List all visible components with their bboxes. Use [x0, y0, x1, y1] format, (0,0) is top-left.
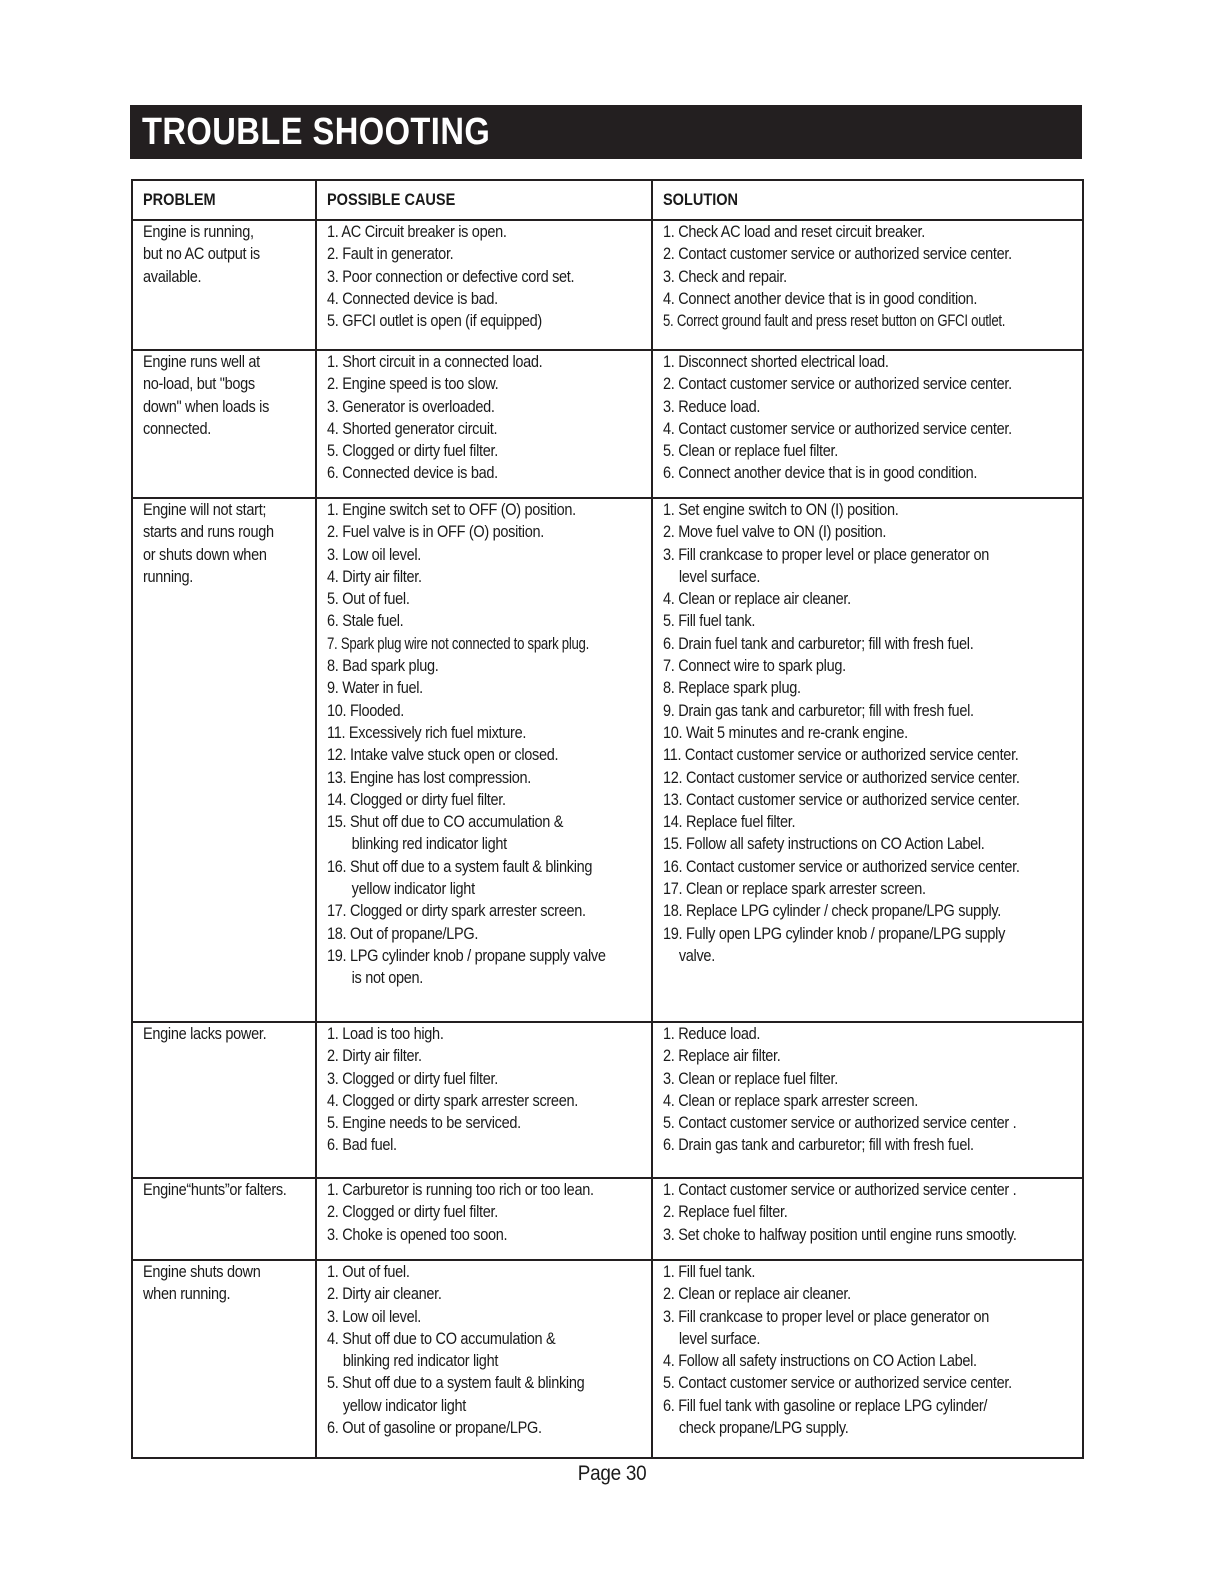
solution-item: 6. Connect another device that is in good condition. — [663, 464, 978, 483]
solution-item: 1. Contact customer service or authorized service center . — [663, 1181, 1017, 1199]
solution-item: 4. Follow all safety instructions on CO Action Label. — [663, 1352, 977, 1371]
cause-item: 14. Clogged or dirty fuel filter. — [327, 790, 506, 809]
solution-item: 18. Replace LPG cylinder / check propane/LPG supply. — [663, 902, 1002, 921]
cause-item: 17. Clogged or dirty spark arrester screen. — [327, 902, 586, 921]
cause-item: is not open. — [351, 969, 424, 988]
problem-cell — [132, 220, 316, 350]
problem-text: starts and runs rough — [143, 523, 274, 542]
problem-text: down" when loads is — [143, 397, 270, 416]
problem-cell — [132, 1022, 316, 1178]
cause-item: blinking red indicator light — [351, 835, 507, 854]
solution-item: 6. Fill fuel tank with gasoline or replace LPG cylinder/ — [663, 1396, 988, 1415]
problem-text: Engine“hunts”or falters. — [143, 1181, 287, 1199]
solution-item: 8. Replace spark plug. — [663, 679, 801, 698]
solution-item: 2. Contact customer service or authorized service center. — [663, 375, 1012, 394]
cause-item: 4. Shorted generator circuit. — [327, 419, 498, 438]
cause-item: 2. Dirty air cleaner. — [327, 1285, 442, 1304]
cause-cell — [316, 1260, 652, 1458]
cause-item: 2. Fuel valve is in OFF (O) position. — [327, 523, 544, 542]
cause-item: 4. Shut off due to CO accumulation & — [327, 1329, 556, 1348]
cause-item: 3. Generator is overloaded. — [327, 397, 495, 416]
problem-cell — [132, 1178, 316, 1260]
solution-item: 5. Clean or replace fuel filter. — [663, 442, 838, 461]
solution-item: 4. Clean or replace air cleaner. — [663, 590, 851, 609]
cause-item: 6. Out of gasoline or propane/LPG. — [327, 1419, 542, 1438]
solution-item: 19. Fully open LPG cylinder knob / propane/LPG supply — [663, 924, 1006, 943]
problem-cell — [132, 498, 316, 1022]
cause-item: 5. Engine needs to be serviced. — [327, 1114, 521, 1133]
cause-item: yellow indicator light — [342, 1396, 467, 1415]
page-number: Page 30 — [577, 1462, 647, 1485]
cause-item: 4. Connected device is bad. — [327, 289, 498, 308]
problem-text: Engine lacks power. — [143, 1025, 267, 1043]
problem-text: no-load, but "bogs — [143, 375, 255, 394]
solution-cell — [652, 1022, 1083, 1178]
table-row — [132, 1022, 1083, 1178]
table-header-row — [132, 180, 1083, 220]
solution-item: 2. Replace fuel filter. — [663, 1203, 788, 1222]
solution-item: 2. Clean or replace air cleaner. — [663, 1285, 851, 1304]
problem-text: Engine shuts down — [143, 1263, 261, 1281]
cause-item: 8. Bad spark plug. — [327, 657, 439, 676]
cause-item: 6. Stale fuel. — [327, 612, 404, 631]
header-solution: SOLUTION — [652, 180, 1083, 220]
solution-item: 15. Follow all safety instructions on CO Action Label. — [663, 835, 985, 854]
cause-item: 4. Clogged or dirty spark arrester screen. — [327, 1091, 578, 1110]
solution-cell — [652, 498, 1083, 1022]
solution-item: 2. Replace air filter. — [663, 1047, 781, 1066]
cause-item: 10. Flooded. — [327, 701, 405, 720]
problem-text: Engine is running, — [143, 223, 254, 241]
cause-item: 16. Shut off due to a system fault & blinking — [327, 857, 593, 876]
cause-item: 2. Dirty air filter. — [327, 1047, 422, 1066]
table-row — [132, 1260, 1083, 1458]
cause-item: 1. Out of fuel. — [327, 1263, 410, 1281]
solution-item: 4. Contact customer service or authorized service center. — [663, 419, 1012, 438]
cause-item: 1. Engine switch set to OFF (O) position. — [327, 501, 576, 519]
solution-item: 3. Check and repair. — [663, 267, 787, 286]
solution-item: 5. Contact customer service or authorized service center . — [663, 1114, 1017, 1133]
solution-cell — [652, 1260, 1083, 1458]
solution-item: 2. Move fuel valve to ON (I) position. — [663, 523, 887, 542]
solution-cell — [652, 350, 1083, 498]
solution-item: 6. Drain gas tank and carburetor; fill with fresh fuel. — [663, 1136, 974, 1155]
troubleshooting-table — [131, 179, 1084, 1459]
solution-item: 2. Contact customer service or authorized service center. — [663, 245, 1012, 264]
cause-item: 18. Out of propane/LPG. — [327, 924, 479, 943]
solution-item: 14. Replace fuel filter. — [663, 813, 796, 832]
solution-item: 1. Fill fuel tank. — [663, 1263, 756, 1281]
solution-item: level surface. — [678, 567, 761, 586]
cause-item: 2. Fault in generator. — [327, 245, 454, 264]
solution-item: 5. Correct ground fault and press reset button on GFCI outlet. — [663, 312, 1006, 331]
header-problem: PROBLEM — [132, 180, 316, 220]
cause-item: 15. Shut off due to CO accumulation & — [327, 813, 564, 832]
page-title: TROUBLE SHOOTING — [142, 111, 491, 153]
cause-item: 3. Poor connection or defective cord set. — [327, 267, 575, 286]
solution-item: 1. Reduce load. — [663, 1025, 761, 1043]
problem-text: Engine runs well at — [143, 353, 260, 371]
cause-item: 9. Water in fuel. — [327, 679, 423, 698]
cause-cell — [316, 220, 652, 350]
solution-item: level surface. — [678, 1329, 761, 1348]
cause-item: 3. Low oil level. — [327, 545, 422, 564]
solution-cell — [652, 220, 1083, 350]
solution-item: 7. Connect wire to spark plug. — [663, 657, 846, 676]
problem-text: available. — [143, 267, 202, 286]
solution-item: 1. Check AC load and reset circuit breaker. — [663, 223, 925, 241]
solution-item: 3. Fill crankcase to proper level or place generator on — [663, 545, 990, 564]
cause-item: 4. Dirty air filter. — [327, 567, 422, 586]
solution-item: 3. Set choke to halfway position until engine runs smootly. — [663, 1225, 1017, 1244]
table-row — [132, 1178, 1083, 1260]
solution-item: 3. Fill crankcase to proper level or place generator on — [663, 1307, 990, 1326]
cause-item: yellow indicator light — [351, 880, 475, 899]
solution-item: 16. Contact customer service or authorized service center. — [663, 857, 1020, 876]
cause-item: blinking red indicator light — [342, 1352, 499, 1371]
solution-item: 17. Clean or replace spark arrester screen. — [663, 880, 926, 899]
solution-item: 5. Fill fuel tank. — [663, 612, 756, 631]
solution-item: 12. Contact customer service or authorized service center. — [663, 768, 1020, 787]
cause-cell — [316, 1178, 652, 1260]
problem-text: connected. — [143, 419, 211, 438]
table-row — [132, 350, 1083, 498]
cause-item: 7. Spark plug wire not connected to spark plug. — [327, 634, 590, 653]
cause-item: 1. Carburetor is running too rich or too lean. — [327, 1181, 594, 1199]
solution-item: 3. Reduce load. — [663, 397, 761, 416]
problem-text: when running. — [143, 1285, 231, 1304]
cause-item: 1. Load is too high. — [327, 1025, 444, 1043]
table-row — [132, 220, 1083, 350]
solution-item: 3. Clean or replace fuel filter. — [663, 1069, 838, 1088]
problem-cell — [132, 350, 316, 498]
solution-item: check propane/LPG supply. — [678, 1419, 849, 1438]
cause-item: 6. Connected device is bad. — [327, 464, 498, 483]
cause-item: 6. Bad fuel. — [327, 1136, 397, 1155]
cause-item: 3. Clogged or dirty fuel filter. — [327, 1069, 498, 1088]
cause-item: 1. AC Circuit breaker is open. — [327, 223, 507, 241]
cause-item: 5. Shut off due to a system fault & blinking — [327, 1374, 585, 1393]
solution-item: 4. Connect another device that is in good condition. — [663, 289, 978, 308]
cause-cell — [316, 1022, 652, 1178]
solution-item: 1. Set engine switch to ON (I) position. — [663, 501, 899, 519]
cause-item: 5. GFCI outlet is open (if equipped) — [327, 312, 542, 331]
cause-item: 2. Clogged or dirty fuel filter. — [327, 1203, 498, 1222]
solution-item: 10. Wait 5 minutes and re-crank engine. — [663, 723, 908, 742]
table-row — [132, 498, 1083, 1022]
cause-item: 5. Out of fuel. — [327, 590, 410, 609]
cause-item: 3. Choke is opened too soon. — [327, 1225, 508, 1244]
solution-cell — [652, 1178, 1083, 1260]
cause-item: 2. Engine speed is too slow. — [327, 375, 499, 394]
solution-item: 1. Disconnect shorted electrical load. — [663, 353, 889, 371]
solution-item: 9. Drain gas tank and carburetor; fill with fresh fuel. — [663, 701, 974, 720]
problem-text: but no AC output is — [143, 245, 260, 264]
cause-item: 11. Excessively rich fuel mixture. — [327, 723, 527, 742]
cause-item: 12. Intake valve stuck open or closed. — [327, 746, 559, 765]
problem-text: running. — [143, 567, 194, 586]
cause-cell — [316, 498, 652, 1022]
problem-text: Engine will not start; — [143, 501, 267, 519]
page-title-banner — [130, 105, 1082, 159]
header-possible-cause: POSSIBLE CAUSE — [316, 180, 652, 220]
cause-item: 19. LPG cylinder knob / propane supply valve — [327, 946, 606, 965]
solution-item: valve. — [678, 946, 715, 965]
cause-item: 3. Low oil level. — [327, 1307, 422, 1326]
cause-item: 5. Clogged or dirty fuel filter. — [327, 442, 498, 461]
solution-item: 13. Contact customer service or authorized service center. — [663, 790, 1020, 809]
solution-item: 6. Drain fuel tank and carburetor; fill with fresh fuel. — [663, 634, 974, 653]
cause-item: 13. Engine has lost compression. — [327, 768, 532, 787]
cause-item: 1. Short circuit in a connected load. — [327, 353, 543, 371]
cause-cell — [316, 350, 652, 498]
solution-item: 4. Clean or replace spark arrester screen. — [663, 1091, 919, 1110]
problem-text: or shuts down when — [143, 545, 267, 564]
problem-cell — [132, 1260, 316, 1458]
solution-item: 11. Contact customer service or authorized service center. — [663, 746, 1019, 765]
solution-item: 5. Contact customer service or authorized service center. — [663, 1374, 1012, 1393]
